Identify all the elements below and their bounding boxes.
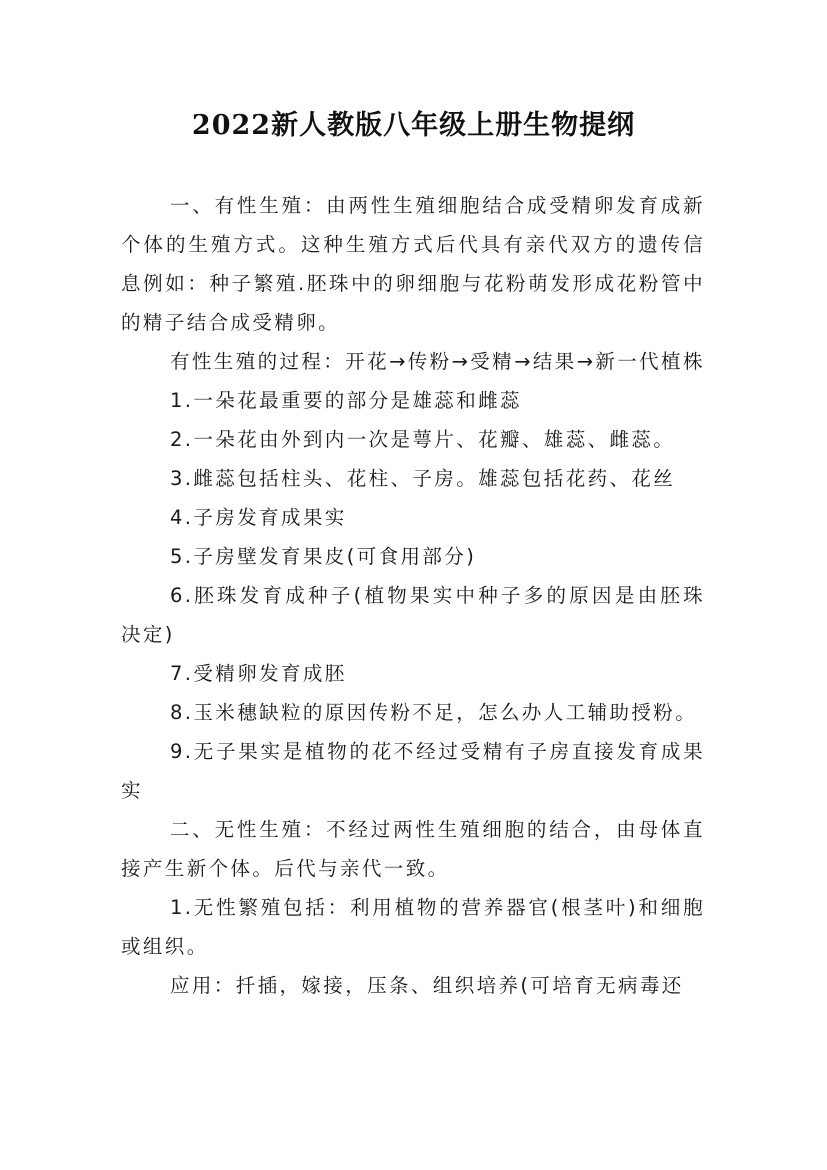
list-item: 1.一朵花最重要的部分是雄蕊和雌蕊	[170, 389, 522, 412]
list-item: 6.胚珠发育成种子(植物果实中种子多的原因是由胚珠决定)	[121, 584, 705, 646]
paragraph-sexual-reproduction: 一、有性生殖：由两性生殖细胞结合成受精卵发育成新个体的生殖方式。这种生殖方式后代具有亲代双方的遗传信息例如：种子繁殖.胚珠中的卵细胞与花粉萌发形成花粉管中的精子结合成受精卵。	[121, 194, 705, 334]
list-item: 5.子房壁发育果皮(可食用部分)	[170, 545, 477, 568]
paragraph-application: 应用：扦插，嫁接，压条、组织培养(可培育无病毒还	[170, 974, 684, 997]
paragraph-sexual-process: 有性生殖的过程：开花→传粉→受精→结果→新一代植株	[170, 350, 705, 373]
paragraph-asexual-reproduction: 二、无性生殖：不经过两性生殖细胞的结合，由母体直接产生新个体。后代与亲代一致。	[121, 818, 705, 880]
list-item: 1.无性繁殖包括：利用植物的营养器官(根茎叶)和细胞或组织。	[121, 896, 705, 958]
list-item: 3.雌蕊包括柱头、花柱、子房。雄蕊包括花药、花丝	[170, 467, 676, 490]
list-item: 9.无子果实是植物的花不经过受精有子房直接发育成果实	[121, 740, 705, 802]
list-item: 4.子房发育成果实	[170, 506, 347, 529]
document-body	[121, 186, 705, 1005]
document-title: 2022新人教版八年级上册生物提纲	[191, 110, 636, 141]
list-item: 8.玉米穗缺粒的原因传粉不足，怎么办人工辅助授粉。	[170, 701, 698, 724]
list-item: 7.受精卵发育成胚	[170, 662, 347, 685]
list-item: 2.一朵花由外到内一次是萼片、花瓣、雄蕊、雌蕊。	[170, 428, 676, 451]
